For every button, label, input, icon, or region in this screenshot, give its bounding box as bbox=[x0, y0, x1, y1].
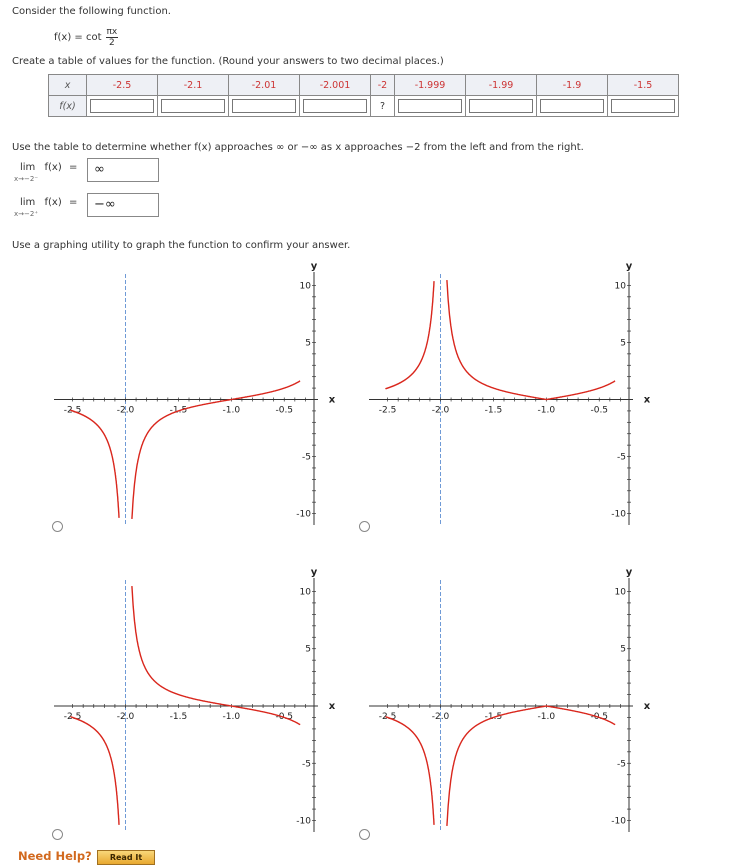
y-tick-label: -10 bbox=[611, 816, 626, 827]
graph-option-4 bbox=[365, 562, 655, 841]
x-value-cell: -2.1 bbox=[158, 75, 229, 96]
y-tick-label: 10 bbox=[299, 587, 311, 598]
x-tick-label: -1.0 bbox=[222, 712, 241, 722]
values-table bbox=[48, 74, 679, 117]
fx-cell bbox=[466, 96, 537, 117]
radio-option-1[interactable] bbox=[52, 521, 63, 532]
x-value-cell: -2 bbox=[371, 75, 395, 96]
x-tick-label: -2.5 bbox=[378, 712, 397, 722]
y-tick-label: -10 bbox=[296, 509, 311, 520]
fx-label-cell: f(x) bbox=[49, 96, 87, 117]
fraction-denominator: 2 bbox=[109, 38, 115, 48]
fx-input[interactable] bbox=[90, 99, 154, 113]
y-tick-label: -10 bbox=[296, 816, 311, 827]
x-value-cell: -1.5 bbox=[608, 75, 679, 96]
y-tick-label: 10 bbox=[614, 587, 626, 598]
y-tick-label: -10 bbox=[611, 509, 626, 520]
fx-cell bbox=[395, 96, 466, 117]
fx-input[interactable] bbox=[303, 99, 367, 113]
fx-cell bbox=[608, 96, 679, 117]
x-tick-label: -2.0 bbox=[116, 405, 135, 416]
y-tick-label: -5 bbox=[302, 759, 311, 770]
function-curve bbox=[447, 706, 615, 826]
function-curve bbox=[132, 381, 300, 519]
x-value-cell: -1.9 bbox=[537, 75, 608, 96]
x-tick-label: -1.5 bbox=[169, 712, 188, 722]
x-tick-label: -2.0 bbox=[431, 405, 450, 416]
function-curve bbox=[386, 717, 435, 825]
fx-cell bbox=[537, 96, 608, 117]
x-tick-label: -0.5 bbox=[275, 405, 294, 416]
fx-cell bbox=[158, 96, 229, 117]
function-curve bbox=[132, 586, 300, 725]
function-fraction bbox=[106, 27, 119, 48]
x-tick-label: -2.5 bbox=[63, 405, 82, 416]
lim-word: lim bbox=[20, 197, 36, 208]
graph-4-svg bbox=[365, 562, 655, 838]
x-label-cell: x bbox=[49, 75, 87, 96]
lim-word: lim bbox=[20, 162, 36, 173]
x-tick-label: -1.0 bbox=[537, 405, 556, 416]
function-curve bbox=[447, 280, 615, 399]
x-tick-label: -1.0 bbox=[222, 405, 241, 416]
fx-cell bbox=[300, 96, 371, 117]
fx-undefined-cell: ? bbox=[371, 96, 395, 117]
y-tick-label: 10 bbox=[614, 281, 626, 292]
y-tick-label: -5 bbox=[617, 452, 626, 463]
fx-cell bbox=[87, 96, 158, 117]
x-value-cell: -1.99 bbox=[466, 75, 537, 96]
function-curve bbox=[386, 281, 435, 389]
lim-left-subscript: x→−2⁻ bbox=[14, 175, 39, 183]
x-axis-label: x bbox=[643, 701, 651, 712]
fx-input[interactable] bbox=[611, 99, 675, 113]
lim-right-subscript: x→−2⁺ bbox=[14, 210, 39, 218]
graph-1-svg bbox=[50, 256, 340, 531]
function-definition bbox=[54, 27, 118, 48]
y-tick-label: 5 bbox=[305, 338, 311, 349]
x-tick-label: -2.5 bbox=[378, 405, 397, 416]
graph-option-1 bbox=[50, 256, 340, 534]
x-tick-label: -1.0 bbox=[537, 712, 556, 722]
x-axis-label: x bbox=[328, 394, 336, 406]
read-it-button[interactable]: Read It bbox=[97, 850, 155, 865]
right-limit-answer[interactable]: −∞ bbox=[87, 193, 159, 217]
fx-input[interactable] bbox=[161, 99, 225, 113]
y-tick-label: 5 bbox=[620, 644, 626, 655]
x-axis-label: x bbox=[328, 701, 336, 712]
y-tick-label: 5 bbox=[620, 338, 626, 349]
graph-option-2 bbox=[365, 256, 655, 534]
fraction-numerator: πx bbox=[106, 27, 118, 37]
need-help-label: Need Help? bbox=[18, 849, 92, 863]
lim-fx: f(x) bbox=[44, 197, 62, 208]
x-tick-label: -1.5 bbox=[169, 405, 188, 416]
x-row bbox=[49, 75, 679, 96]
x-tick-label: -2.0 bbox=[116, 712, 135, 722]
radio-option-2[interactable] bbox=[359, 521, 370, 532]
x-value-cell: -1.999 bbox=[395, 75, 466, 96]
left-limit-answer[interactable]: ∞ bbox=[87, 158, 159, 182]
x-tick-label: -0.5 bbox=[590, 712, 609, 722]
x-tick-label: -1.5 bbox=[484, 405, 503, 416]
table-instruction: Create a table of values for the function. (Round your answers to two decimal places.) bbox=[12, 56, 444, 67]
fx-row bbox=[49, 96, 679, 117]
fx-input[interactable] bbox=[232, 99, 296, 113]
y-tick-label: 10 bbox=[299, 281, 311, 292]
function-curve bbox=[71, 410, 120, 518]
x-tick-label: -0.5 bbox=[590, 405, 609, 416]
x-value-cell: -2.5 bbox=[87, 75, 158, 96]
intro-text: Consider the following function. bbox=[12, 6, 171, 17]
fx-input[interactable] bbox=[469, 99, 533, 113]
radio-option-3[interactable] bbox=[52, 829, 63, 840]
radio-option-4[interactable] bbox=[359, 829, 370, 840]
x-value-cell: -2.01 bbox=[229, 75, 300, 96]
x-tick-label: -2.5 bbox=[63, 712, 82, 722]
function-lhs: f(x) = cot bbox=[54, 32, 102, 43]
approach-instruction: Use the table to determine whether f(x) approaches ∞ or −∞ as x approaches −2 from the left and from the right. bbox=[12, 142, 584, 153]
right-limit bbox=[14, 197, 78, 218]
graph-option-3 bbox=[50, 562, 340, 841]
x-tick-label: -0.5 bbox=[275, 712, 294, 722]
y-axis-label: y bbox=[310, 567, 318, 578]
y-tick-label: -5 bbox=[302, 452, 311, 463]
fx-input[interactable] bbox=[398, 99, 462, 113]
graph-2-svg bbox=[365, 256, 655, 531]
fx-input[interactable] bbox=[540, 99, 604, 113]
y-tick-label: 5 bbox=[305, 644, 311, 655]
y-axis-label: y bbox=[310, 261, 318, 272]
left-limit bbox=[14, 162, 78, 183]
x-tick-label: -1.5 bbox=[484, 712, 503, 722]
graph-3-svg bbox=[50, 562, 340, 838]
y-tick-label: -5 bbox=[617, 759, 626, 770]
y-axis-label: y bbox=[625, 567, 633, 578]
x-value-cell: -2.001 bbox=[300, 75, 371, 96]
function-curve bbox=[71, 717, 120, 825]
x-axis-label: x bbox=[643, 394, 651, 406]
lim-fx: f(x) bbox=[44, 162, 62, 173]
fx-cell bbox=[229, 96, 300, 117]
y-axis-label: y bbox=[625, 261, 633, 272]
x-tick-label: -2.0 bbox=[431, 712, 450, 722]
equals-sign: = bbox=[68, 162, 78, 173]
equals-sign: = bbox=[68, 197, 78, 208]
graph-instruction: Use a graphing utility to graph the function to confirm your answer. bbox=[12, 240, 351, 251]
